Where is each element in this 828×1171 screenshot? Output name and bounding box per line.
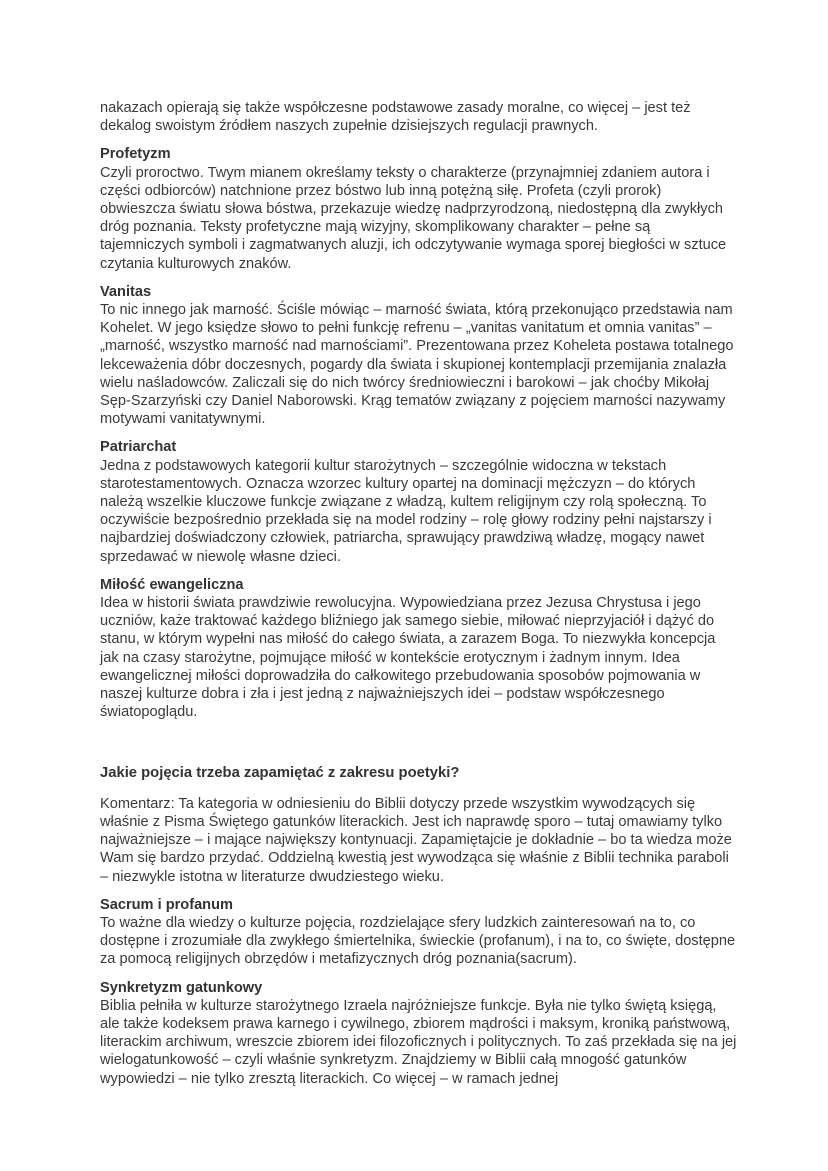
section-heading: Profetyzm — [100, 146, 171, 163]
intro-paragraph: nakazach opierają się także współczesne podstawowe zasady moralne, co więcej – jest też dekalog swoistym źródłem naszych zupełnie dzisiejszych regulacji prawnych. — [100, 100, 691, 135]
section-body: To ważne dla wiedzy o kulturze pojęcia, rozdzielające sfery ludzkich zainteresowań na to, co dostępne i zrozumiałe dla zwykłego śmiertelnika, świeckie (profanum), i na to, co święte, dostępne za pomocą religijnych obrzędów i metafizycznych dróg poznania(sacrum). — [100, 914, 736, 968]
section-heading: Sacrum i profanum — [100, 896, 233, 913]
section-synkretyzm-gatunkowy — [100, 979, 738, 1088]
section-heading: Synkretyzm gatunkowy — [100, 979, 263, 996]
comment-paragraph: Komentarz: Ta kategoria w odniesieniu do Biblii dotyczy przede wszystkim wywodzących się właśnie z Pisma Świętego gatunków literackich. Jest ich naprawdę sporo – tutaj omawiamy tylko najważniejsze – i mające największy kontynuacji. Zapamiętajcie je dokładnie – bo ta wiedza może Wam się bardzo przydać. Oddzielną kwestią jest wywodząca się właśnie z Biblii technika paraboli – niezwykle istotna w literaturze dwudziestego wieku. — [100, 795, 732, 885]
section-patriarchat — [100, 438, 738, 565]
section-body: Jedna z podstawowych kategorii kultur starożytnych – szczególnie widoczna w tekstach starotestamentowych. Oznacza wzorzec kultury opartej na dominacji mężczyzn – do których należą wszelkie kluczowe funkcje związane z władzą, kultem religijnym czy rolą społeczną. To oczywiście bezpośrednio przekłada się na model rodziny – rolę głowy rodziny pełni najstarszy i najbardziej doświadczony człowiek, patriarcha, sprawujący prawdziwą władzę, mogący nawet sprzedawać w niewolę własne dzieci. — [100, 457, 712, 565]
section-body: To nic innego jak marność. Ściśle mówiąc – marność świata, którą przekonująco przedstawia nam Kohelet. W jego księdze słowo to pełni funkcję refrenu – „vanitas vanitatum et omnia vanitas” – „marność, wszystko marność nad marnościami”. Prezentowana przez Koheleta postawa totalnego lekceważenia dóbr doczesnych, pogardy dla świata i skupionej kontemplacji przemijania znalazła wielu naśladowców. Zaliczali się do nich twórcy średniowieczni i barokowi – jak choćby Mikołaj Sęp-Szarzyński czy Daniel Naborowski. Krąg tematów związany z pojęciem marności nazywamy motywami vanitatywnymi. — [100, 302, 734, 428]
section-profetyzm — [100, 145, 738, 272]
section-body: Idea w historii świata prawdziwie rewolucyjna. Wypowiedziana przez Jezusa Chrystusa i jego uczniów, każe traktować każdego bliźniego jak samego siebie, miłować nieprzyjaciół i dążyć do stanu, w którym wypełni nas miłość do całego świata, a zarazem Boga. To niezwykła koncepcja jak na czasy starożytne, pojmujące miłość w kontekście erotycznym i żadnym innym. Idea ewangelicznej miłości doprowadziła do całkowitego przebudowania sposobów pojmowania w naszej kulturze dobra i zła i jest jedną z najważniejszych idei – podstaw współczesnego światopoglądu. — [100, 595, 716, 721]
section-heading: Patriarchat — [100, 439, 177, 456]
section-sacrum-i-profanum — [100, 896, 738, 969]
question-heading: Jakie pojęcia trzeba zapamiętać z zakresu poetyki? — [100, 764, 460, 781]
section-body: Biblia pełniła w kulturze starożytnego Izraela najróżniejsze funkcje. Była nie tylko świętą księgą, ale także kodeksem prawa karnego i cywilnego, zbiorem mądrości i maksym, kroniką państwową, literackim archiwum, wreszcie zbiorem idei filozoficznych i politycznych. To zaś przekłada się na jej wielogatunkowość – czyli właśnie synkretyzm. Znajdziemy w Biblii całą mnogość gatunków wypowiedzi – nie tylko zresztą literackich. Co więcej – w ramach jednej — [100, 997, 737, 1087]
section-milosc-ewangeliczna — [100, 576, 738, 722]
section-heading: Vanitas — [100, 283, 152, 300]
section-heading: Miłość ewangeliczna — [100, 576, 244, 593]
section-body: Czyli proroctwo. Twym mianem określamy teksty o charakterze (przynajmniej zdaniem autora i części odbiorców) natchnione przez bóstwo lub inną potężną siłę. Profeta (czyli prorok) obwieszcza światu słowa bóstwa, przekazuje wiedzę nadprzyrodzoną, niedostępną dla zwykłych dróg poznania. Teksty profetyczne mają wizyjny, skomplikowany charakter – pełne są tajemniczych symboli i zagmatwanych aluzji, ich odczytywanie wymaga sporej biegłości w sztuce czytania kulturowych znaków. — [100, 164, 727, 272]
section-vanitas — [100, 283, 738, 429]
